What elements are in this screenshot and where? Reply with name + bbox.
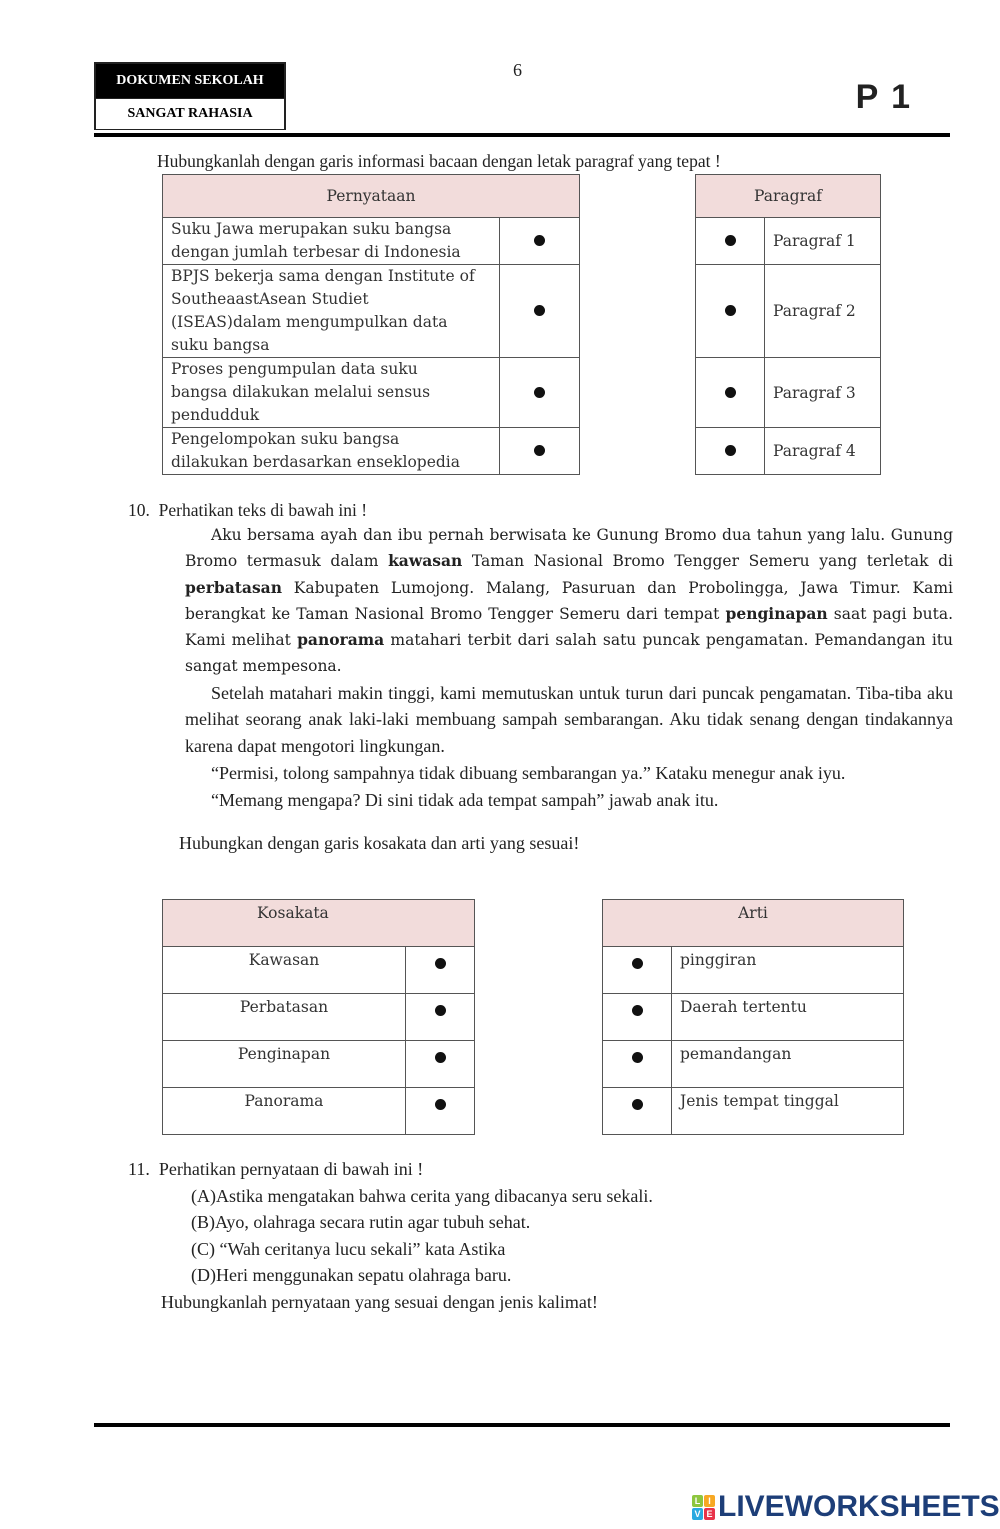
passage-paragraph-1 [185, 522, 953, 680]
dot-icon[interactable] [435, 958, 446, 969]
passage-dialogue-1 [185, 760, 953, 786]
table-row [696, 358, 881, 428]
paragraph-table-header: Paragraf [696, 175, 881, 218]
statement-cell [163, 358, 500, 428]
dot-icon[interactable] [725, 235, 736, 246]
statement-line: (ISEAS)dalam mengumpulkan data [171, 313, 448, 331]
document-classification-box [94, 62, 286, 130]
meaning-text: Jenis tempat tinggal [672, 1088, 904, 1135]
paragraph-table [695, 174, 881, 475]
doc-label-bottom: SANGAT RAHASIA [96, 98, 284, 129]
connector-dot[interactable] [500, 358, 580, 428]
footer-divider [94, 1423, 950, 1427]
connector-dot[interactable] [500, 218, 580, 265]
header-divider [94, 133, 950, 137]
statement-line: SoutheaastAsean Studiet [171, 290, 369, 308]
liveworksheets-logo [692, 1490, 1000, 1524]
option-text: Ayo, olahraga secara rutin agar tubuh sehat. [215, 1212, 531, 1232]
statement-table-header: Pernyataan [163, 175, 580, 218]
connector-dot[interactable] [603, 1088, 672, 1135]
statement-table [162, 174, 580, 475]
connector-dot[interactable] [603, 1041, 672, 1088]
connector-dot[interactable] [500, 428, 580, 475]
paragraph-label: Paragraf 1 [765, 218, 881, 265]
option-label: (B) [191, 1212, 215, 1232]
page-number: 6 [513, 60, 522, 80]
connector-dot[interactable] [603, 947, 672, 994]
statement-line: Pengelompokan suku bangsa [171, 430, 400, 448]
option-text: Astika mengatakan bahwa cerita yang dibacanya seru sekali. [216, 1186, 653, 1206]
dot-icon[interactable] [632, 958, 643, 969]
meaning-table-header: Arti [603, 900, 904, 947]
dot-icon[interactable] [725, 305, 736, 316]
option-text: Heri menggunakan sepatu olahraga baru. [216, 1265, 512, 1285]
dot-icon[interactable] [435, 1099, 446, 1110]
paragraph-label: Paragraf 4 [765, 428, 881, 475]
vocabulary-word: Perbatasan [163, 994, 406, 1041]
q9-instruction: Hubungkanlah dengan garis informasi bacaan dengan letak paragraf yang tepat ! [157, 151, 721, 171]
connector-dot[interactable] [603, 994, 672, 1041]
table-row [163, 265, 580, 358]
meaning-text: pemandangan [672, 1041, 904, 1088]
statement-cell [163, 218, 500, 265]
table-row [163, 1041, 475, 1088]
connector-dot[interactable] [696, 265, 765, 358]
logo-tile: L [692, 1495, 703, 1507]
q11-instruction: Hubungkanlah pernyataan yang sesuai dengan jenis kalimat! [161, 1292, 598, 1312]
meaning-text: pinggiran [672, 947, 904, 994]
statement-cell [163, 428, 500, 475]
question-number: 11. [128, 1159, 150, 1179]
q11-option-a [191, 1183, 653, 1209]
statement-line: bangsa dilakukan melalui sensus [171, 383, 431, 401]
table-row [696, 265, 881, 358]
option-text: “Wah ceritanya lucu sekali” kata Astika [219, 1239, 506, 1259]
dot-icon[interactable] [435, 1052, 446, 1063]
q11-option-d [191, 1262, 511, 1288]
keyword-perbatasan: perbatasan [185, 577, 282, 597]
logo-tile: I [704, 1495, 715, 1507]
paragraph-label: Paragraf 2 [765, 265, 881, 358]
passage-text: Kabupaten Lumojong. Malang, Pasuruan dan Probolingga, Jawa Timur. Kami berangkat ke Taman Nasional Bromo Tengger Semeru dari tempat [185, 578, 953, 623]
table-row [163, 947, 475, 994]
passage-text: “Permisi, tolong sampahnya tidak dibuang sembarangan ya.” Kataku menegur anak iyu. [211, 763, 846, 783]
passage-text: saat pagi buta. Kami melihat [185, 604, 953, 650]
vocabulary-table [162, 899, 475, 1135]
dot-icon[interactable] [435, 1005, 446, 1016]
dot-icon[interactable] [534, 445, 545, 456]
vocabulary-word: Kawasan [163, 947, 406, 994]
table-row [696, 428, 881, 475]
table-row [603, 947, 904, 994]
statement-line: BPJS bekerja sama dengan Institute of [171, 267, 475, 285]
table-row [163, 358, 580, 428]
table-row [603, 1088, 904, 1135]
option-label: (D) [191, 1265, 216, 1285]
statement-line: Proses pengumpulan data suku [171, 360, 418, 378]
connector-dot[interactable] [696, 428, 765, 475]
passage-text: “Memang mengapa? Di sini tidak ada tempat sampah” jawab anak itu. [211, 790, 719, 810]
passage-dialogue-2 [185, 787, 953, 813]
connector-dot[interactable] [500, 265, 580, 358]
dot-icon[interactable] [632, 1005, 643, 1016]
table-row [603, 1041, 904, 1088]
dot-icon[interactable] [725, 445, 736, 456]
passage-text: Aku bersama ayah dan ibu pernah berwisata ke Gunung Bromo dua tahun yang lalu. Gunung Bromo termasuk dalam [185, 526, 953, 571]
vocabulary-table-header: Kosakata [163, 900, 475, 947]
connector-dot[interactable] [406, 994, 475, 1041]
table-row [696, 218, 881, 265]
statement-line: pendudduk [171, 406, 260, 424]
keyword-kawasan: kawasan [388, 551, 463, 571]
passage-text: Taman Nasional Bromo Tengger Semeru yang terletak di [462, 552, 953, 571]
question-number: 10. [128, 500, 150, 520]
dot-icon[interactable] [534, 235, 545, 246]
dot-icon[interactable] [632, 1052, 643, 1063]
logo-tiles-icon [692, 1495, 715, 1520]
option-label: (C) [191, 1239, 215, 1259]
connector-dot[interactable] [696, 358, 765, 428]
q11-option-c [191, 1236, 505, 1262]
q11-heading [128, 1156, 423, 1182]
dot-icon[interactable] [632, 1099, 643, 1110]
passage-text: Setelah matahari makin tinggi, kami memutuskan untuk turun dari puncak pengamatan. Tiba-tiba aku melihat seorang anak laki-laki membuang sampah sembarangan. Aku tidak senang dengan tindakannya karena dapat mengotori lingkungan. [185, 683, 953, 756]
vocabulary-word: Panorama [163, 1088, 406, 1135]
keyword-penginapan: penginapan [725, 603, 828, 623]
statement-line: dilakukan berdasarkan enseklopedia [171, 453, 460, 471]
connector-dot[interactable] [406, 947, 475, 994]
meaning-table [602, 899, 904, 1135]
table-row [163, 428, 580, 475]
table-row [603, 994, 904, 1041]
connector-dot[interactable] [696, 218, 765, 265]
table-row [163, 994, 475, 1041]
statement-line: dengan jumlah terbesar di Indonesia [171, 243, 461, 261]
passage-paragraph-2 [185, 680, 953, 759]
table-row [163, 218, 580, 265]
question-title: Perhatikan teks di bawah ini ! [158, 500, 368, 520]
logo-tile: V [692, 1508, 703, 1520]
meaning-text: Daerah tertentu [672, 994, 904, 1041]
vocabulary-word: Penginapan [163, 1041, 406, 1088]
q10-heading [128, 497, 367, 523]
option-label: (A) [191, 1186, 216, 1206]
dot-icon[interactable] [534, 387, 545, 398]
connector-dot[interactable] [406, 1041, 475, 1088]
passage-text: matahari terbit dari salah satu puncak pengamatan. Pemandangan itu sangat mempesona. [185, 631, 954, 676]
logo-tile: E [704, 1508, 715, 1520]
packet-code: P 1 [855, 78, 912, 116]
paragraph-label: Paragraf 3 [765, 358, 881, 428]
connector-dot[interactable] [406, 1088, 475, 1135]
statement-line: suku bangsa [171, 336, 270, 354]
dot-icon[interactable] [725, 387, 736, 398]
statement-cell [163, 265, 500, 358]
doc-label-top: DOKUMEN SEKOLAH [96, 64, 284, 98]
dot-icon[interactable] [534, 305, 545, 316]
logo-text: LIVEWORKSHEETS [718, 1490, 1000, 1523]
q10-instruction: Hubungkan dengan garis kosakata dan arti yang sesuai! [179, 833, 580, 853]
q11-option-b [191, 1209, 530, 1235]
keyword-panorama: panorama [297, 630, 385, 650]
statement-line: Suku Jawa merupakan suku bangsa [171, 220, 452, 238]
table-row [163, 1088, 475, 1135]
question-title: Perhatikan pernyataan di bawah ini ! [158, 1159, 424, 1179]
